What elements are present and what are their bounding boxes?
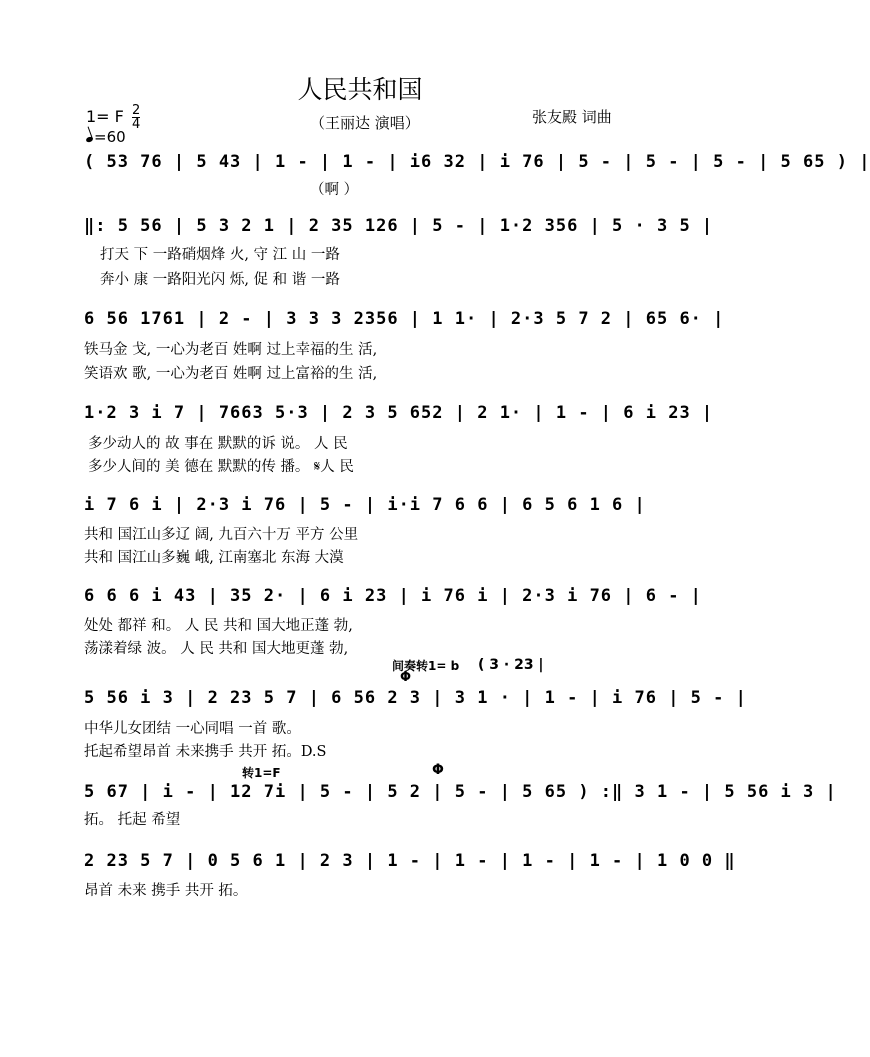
interlude-notes: ( 3 · 23 | <box>478 657 544 673</box>
lyric-row-4a: 多少动人的 故 事在 默默的诉 说。 人 民 <box>88 436 348 452</box>
lyric-row-7b: 托起希望昂首 未来携手 共开 拓。D.S <box>84 744 327 760</box>
score-row-7: 5 56 i 3 | 2 23 5 7 | 6 56 2 3 | 3 1 · | 1 - | i 76 | 5 - | <box>84 688 747 708</box>
key-signature <box>86 104 140 131</box>
tempo-marking <box>86 128 126 146</box>
score-row-8: 5 67 | i - | 12 7i | 5 - | 5 2 | 5 - | 5 65 ) :‖ 3 1 - | 5 56 i 3 | <box>84 782 837 802</box>
score-row-6: 6 6 6 i 43 | 35 2· | 6 i 23 | i 76 i | 2·3 i 76 | 6 - | <box>84 586 702 606</box>
score-row-5: i 7 6 i | 2·3 i 76 | 5 - | i·i 7 6 6 | 6 5 6 1 6 | <box>84 495 646 515</box>
interlude-mark: 间奏转1= b <box>392 659 460 673</box>
lyric-row-5a: 共和 国江山多辽 阔, 九百六十万 平方 公里 <box>84 527 359 543</box>
coda-icon: Φ <box>400 670 412 685</box>
lyric-row-4b: 多少人间的 美 德在 默默的传 播。 𝄋人 民 <box>88 459 354 475</box>
score-row-2: ‖: 5 56 | 5 3 2 1 | 2 35 126 | 5 - | 1·2 356 | 5 · 3 5 | <box>84 216 714 236</box>
lyric-row-6b: 荡漾着绿 波。 人 民 共和 国大地更蓬 勃, <box>84 641 349 657</box>
time-signature <box>132 104 140 131</box>
lyric-row-5b: 共和 国江山多巍 峨, 江南塞北 东海 大漠 <box>84 550 344 566</box>
lyric-row-1a: （啊 ） <box>310 182 359 198</box>
score-row-1: ( 53 76 | 5 43 | 1 - | 1 - | i6 32 | i 76 | 5 - | 5 - | 5 - | 5 65 ) | <box>84 152 870 172</box>
lyric-row-3b: 笑语欢 歌, 一心为老百 姓啊 过上富裕的生 活, <box>84 366 378 382</box>
modulate-mark: 转1=F <box>242 766 281 780</box>
quarter-note-icon <box>85 136 93 143</box>
lyric-row-8a: 拓。 托起 希望 <box>84 812 181 828</box>
page-title: 人民共和国 <box>297 75 423 104</box>
time-top: 2 <box>131 103 141 118</box>
lyric-row-2a: 打天 下 一路硝烟烽 火, 守 江 山 一路 <box>100 247 340 263</box>
lyric-row-3a: 铁马金 戈, 一心为老百 姓啊 过上幸福的生 活, <box>84 342 378 358</box>
score-row-4: 1·2 3 i 7 | 7663 5·3 | 2 3 5 652 | 2 1· | 1 - | 6 i 23 | <box>84 403 714 423</box>
composer-credit: 张友殿 词曲 <box>532 108 612 126</box>
coda-icon-2: Φ <box>432 762 444 778</box>
singer-credit: （王丽达 演唱） <box>310 114 420 132</box>
tempo-value: =60 <box>94 128 126 146</box>
lyric-row-7a: 中华儿女团结 一心同唱 一首 歌。 <box>84 721 301 737</box>
lyric-row-2b: 奔小 康 一路阳光闪 烁, 促 和 谐 一路 <box>100 272 340 288</box>
key-label: 1= F <box>86 107 124 126</box>
score-row-3: 6 56 1761 | 2 - | 3 3 3 2356 | 1 1· | 2·3 5 7 2 | 65 6· | <box>84 309 725 329</box>
score-row-9: 2 23 5 7 | 0 5 6 1 | 2 3 | 1 - | 1 - | 1 - | 1 - | 1 0 0 ‖ <box>84 851 736 871</box>
lyric-row-6a: 处处 都祥 和。 人 民 共和 国大地正蓬 勃, <box>84 618 353 634</box>
lyric-row-9a: 昂首 未来 携手 共开 拓。 <box>84 883 248 899</box>
time-bottom: 4 <box>131 117 141 132</box>
